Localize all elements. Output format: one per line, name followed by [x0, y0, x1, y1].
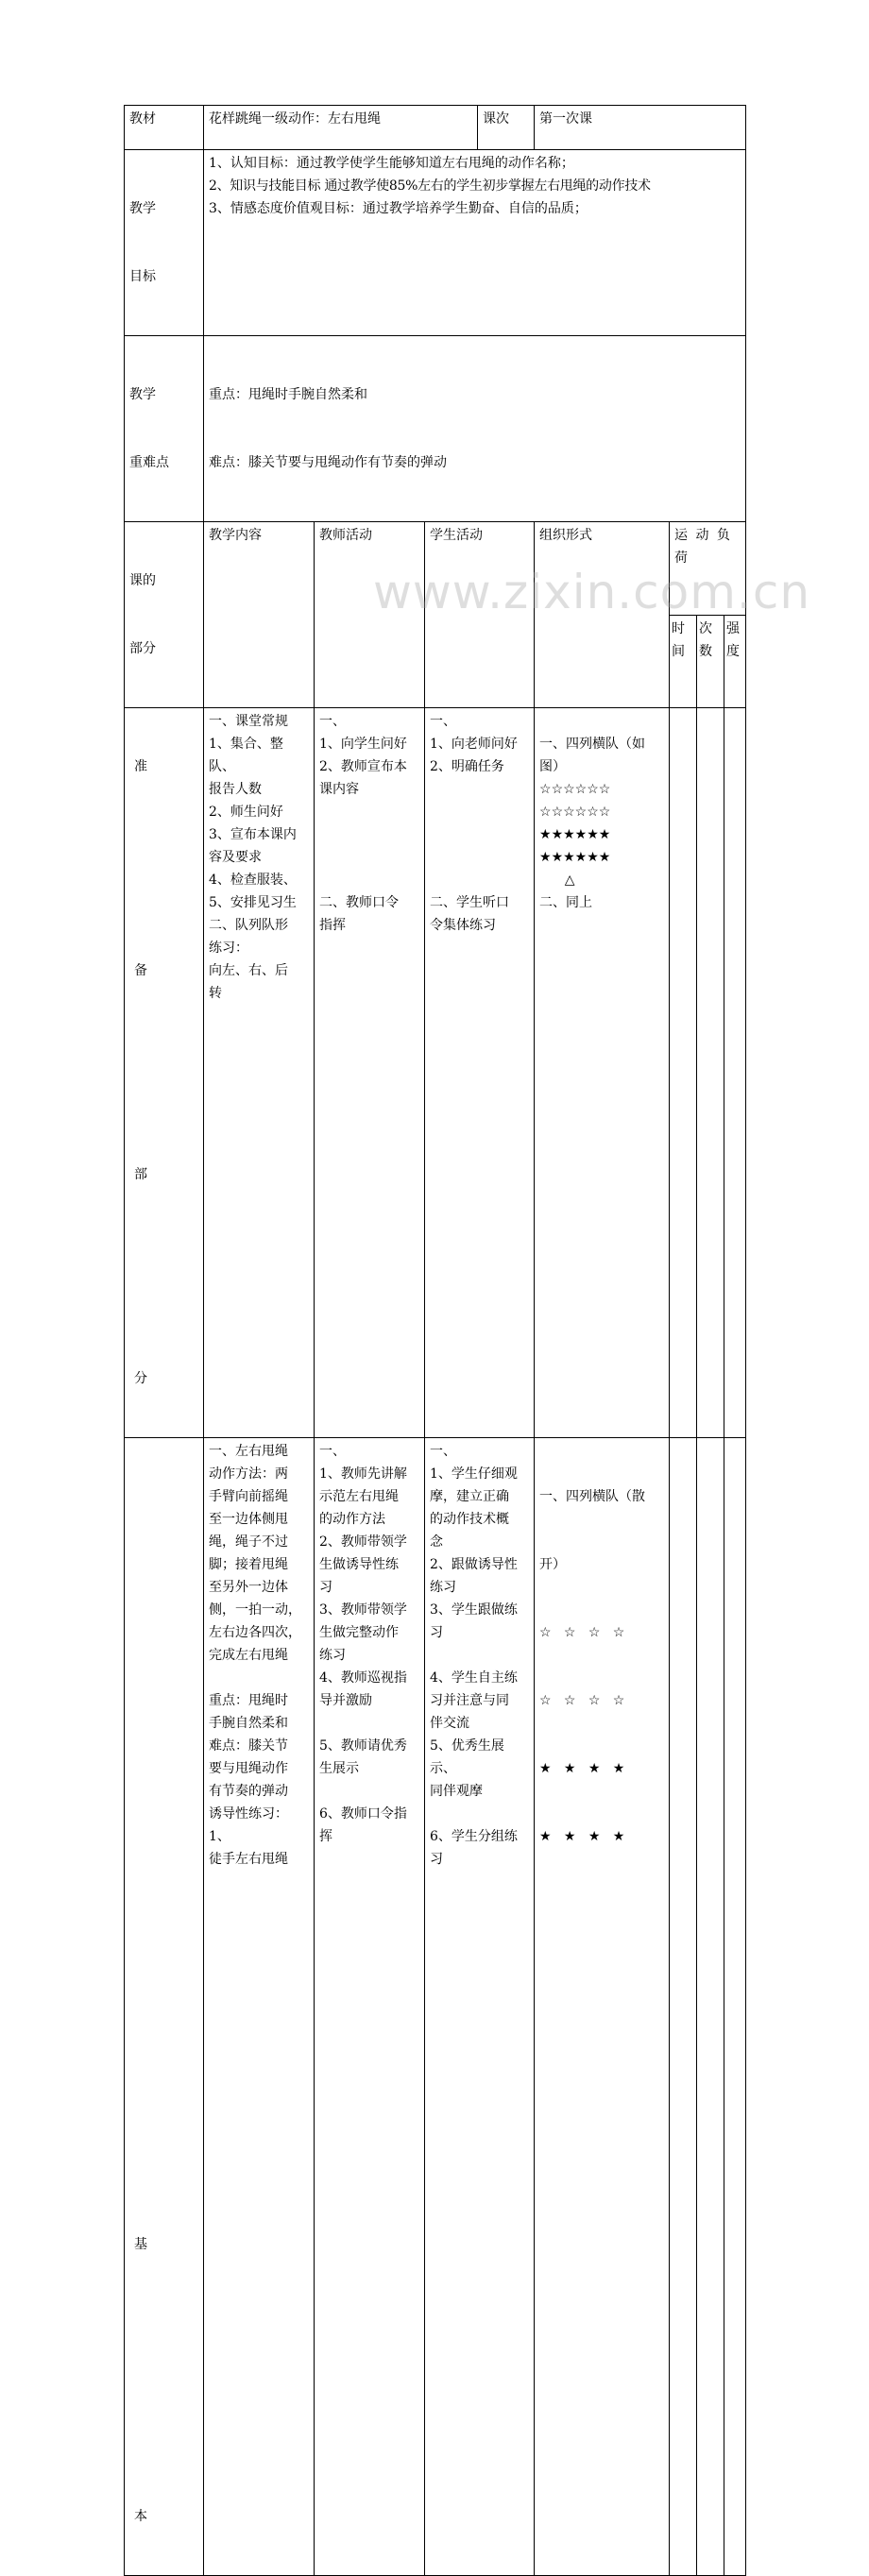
basic-content-line: 绳，绳子不过: [209, 1534, 288, 1550]
basic-content-line: 手腕自然柔和: [209, 1716, 288, 1731]
basic-content-line: 脚；接着甩绳: [209, 1557, 288, 1572]
basic-student-line: 的动作技术概: [430, 1512, 509, 1527]
basic-part-line: 基: [134, 2237, 147, 2252]
basic-teacher-line: 练习: [319, 1648, 346, 1663]
basic-content-line: 要与甩绳动作: [209, 1761, 288, 1776]
prep-student-line: [430, 778, 529, 801]
basic-teacher-line: [319, 1780, 419, 1803]
objectives-label: [125, 150, 204, 336]
basic-time: [670, 1438, 697, 2576]
basic-content-line: 左右边各四次，: [209, 1625, 301, 1640]
basic-organization: [535, 1438, 670, 2576]
prep-part-line: 准: [134, 759, 147, 774]
prep-content-line: 1、集合、整队、: [209, 737, 283, 774]
prep-teacher-line: [319, 869, 419, 891]
basic-teacher-line: 导并激励: [319, 1693, 372, 1708]
prep-part-line: 备: [134, 963, 147, 978]
basic-content-line: 诱导性练习：1、: [209, 1806, 288, 1844]
formation-row: ☆ ☆ ☆ ☆: [539, 1625, 625, 1640]
basic-part-line: [134, 2369, 198, 2392]
prep-teacher: [315, 708, 425, 1438]
basic-content-line: 完成左右甩绳: [209, 1648, 288, 1663]
basic-student-line: 1、学生仔细观: [430, 1466, 518, 1482]
material-label: 教材: [125, 106, 204, 150]
basic-content-line: 徒手左右甩绳: [209, 1852, 288, 1867]
formation-row: ★★★★★★: [539, 850, 611, 865]
basic-student-line: 5、优秀生展示、: [430, 1738, 504, 1776]
prep-content-line: 报告人数: [209, 782, 262, 797]
basic-student-line: 念: [430, 1534, 443, 1550]
objective-line: 2、知识与技能目标 通过教学使85%左右的学生初步掌握左右甩绳的动作技术: [209, 178, 651, 194]
basic-student-line: 4、学生自主练: [430, 1670, 518, 1686]
basic-part-line: [134, 2301, 198, 2324]
prep-student-line: [430, 846, 529, 869]
prep-student-line: 二、学生听口: [430, 895, 509, 910]
key-points-label-line: 教学: [129, 387, 156, 402]
basic-student-line: 习: [430, 1852, 443, 1867]
prep-organization-line: [539, 710, 664, 733]
prep-content-line: 转: [209, 986, 222, 1001]
basic-content-line: 动作方法：两: [209, 1466, 288, 1482]
prep-content: [204, 708, 315, 1438]
prep-student-line: [430, 869, 529, 891]
basic-part-line: [134, 1553, 198, 1576]
prep-teacher-line: 指挥: [319, 918, 346, 933]
col-time-header: 时 间: [670, 615, 697, 708]
key-point-line: 重点：甩绳时手腕自然柔和: [209, 387, 367, 402]
key-point-line: 难点：膝关节要与甩绳动作有节奏的弹动: [209, 455, 447, 470]
basic-part-line: [134, 2165, 198, 2188]
col-part-header: [125, 522, 204, 708]
basic-content-line: 有节奏的弹动: [209, 1784, 288, 1799]
basic-count: [697, 1438, 724, 2576]
basic-part-line: [134, 1485, 198, 1508]
basic-teacher-line: 2、教师带领学: [319, 1534, 407, 1550]
prep-part-line: [134, 1299, 198, 1322]
prep-student-line: 一、: [430, 714, 456, 729]
objectives-content: [204, 150, 746, 336]
prep-count: [697, 708, 724, 1438]
basic-content-line: 难点：膝关节: [209, 1738, 288, 1754]
prep-content-line: 二、队列队形: [209, 918, 288, 933]
prep-part-line: [134, 1095, 198, 1118]
basic-student-line: 同伴观摩: [430, 1784, 483, 1799]
prep-section-row: [125, 708, 746, 1438]
basic-organization-line: 开）: [539, 1557, 567, 1572]
basic-part-line: [134, 1893, 198, 1916]
basic-student-line: 习并注意与同: [430, 1693, 509, 1708]
lesson-label: 课次: [478, 106, 535, 150]
prep-time: [670, 708, 697, 1438]
basic-organization-line: 一、四列横队（散: [539, 1489, 646, 1504]
basic-content-line: 重点：甩绳时: [209, 1693, 288, 1708]
formation-row: ☆☆☆☆☆☆: [539, 782, 611, 797]
prep-part-line: [134, 891, 198, 914]
basic-teacher-line: [319, 1712, 419, 1735]
basic-teacher-line: 4、教师巡视指: [319, 1670, 407, 1686]
basic-teacher-line: 挥: [319, 1829, 332, 1844]
basic-student-line: 一、: [430, 1444, 456, 1459]
key-points-label: [125, 336, 204, 522]
prep-teacher-line: 一、: [319, 714, 346, 729]
prep-teacher-line: 课内容: [319, 782, 359, 797]
prep-student-line: [430, 801, 529, 823]
prep-organization: [535, 708, 670, 1438]
prep-content-line: 一、课堂常规: [209, 714, 288, 729]
prep-content-line: 3、宣布本课内: [209, 827, 297, 842]
lesson-value: 第一次课: [535, 106, 746, 150]
basic-teacher-line: 的动作方法: [319, 1512, 385, 1527]
basic-part-line: [134, 1961, 198, 1984]
prep-teacher-line: 1、向学生问好: [319, 737, 407, 752]
basic-teacher: [315, 1438, 425, 2576]
prep-content-line: 2、师生问好: [209, 805, 283, 820]
basic-part-label: [125, 1438, 204, 2576]
prep-teacher-line: [319, 846, 419, 869]
col-content-header: 教学内容: [204, 522, 315, 708]
lesson-plan-table: [124, 105, 746, 2576]
col-intensity-header: 强 度: [724, 615, 746, 708]
formation-row: ★★★★★★: [539, 827, 611, 842]
basic-content-line: 至另外一边体: [209, 1580, 288, 1595]
col-load-header: 运 动 负 荷: [670, 522, 746, 616]
prep-part-line: 分: [134, 1371, 147, 1386]
col-organization-header: 组织形式: [535, 522, 670, 708]
basic-student-line: 2、跟做诱导性: [430, 1557, 518, 1572]
prep-teacher-line: 二、教师口令: [319, 895, 399, 910]
prep-content-line: 4、检查服装、: [209, 873, 297, 888]
basic-student: [425, 1438, 535, 2576]
formation-row: ★ ★ ★ ★: [539, 1761, 625, 1776]
basic-student-line: 习: [430, 1625, 443, 1640]
watermark: www.zixin.com.cn: [373, 565, 811, 619]
basic-content-line: [209, 1667, 309, 1689]
basic-student-line: [430, 1644, 529, 1667]
basic-content-line: 一、左右甩绳: [209, 1444, 288, 1459]
prep-content-line: 练习：: [209, 941, 248, 956]
basic-student-line: 6、学生分组练: [430, 1829, 518, 1844]
basic-content-line: 至一边体侧甩: [209, 1512, 288, 1527]
prep-teacher-line: 2、教师宣布本: [319, 759, 407, 774]
prep-student-line: 2、明确任务: [430, 759, 504, 774]
basic-teacher-line: 1、教师先讲解: [319, 1466, 407, 1482]
prep-part-line: [134, 823, 198, 846]
col-part-header-line: 课的: [129, 573, 156, 588]
key-points-label-line: 重难点: [129, 455, 169, 470]
col-student-header: 学生活动: [425, 522, 535, 708]
basic-student-line: 摩，建立正确: [430, 1489, 509, 1504]
formation-row: ☆ ☆ ☆ ☆: [539, 1693, 625, 1708]
prep-teacher-line: [319, 823, 419, 846]
basic-intensity: [724, 1438, 746, 2576]
basic-teacher-line: 示范左右甩绳: [319, 1489, 399, 1504]
basic-teacher-line: 6、教师口令指: [319, 1806, 407, 1822]
prep-part-line: 部: [134, 1167, 147, 1182]
basic-section-row: [125, 1438, 746, 2576]
objectives-row: [125, 150, 746, 336]
basic-teacher-line: 生展示: [319, 1761, 359, 1776]
basic-student-line: 3、学生跟做练: [430, 1602, 518, 1618]
prep-student-line: 1、向老师问好: [430, 737, 518, 752]
basic-teacher-line: 5、教师请优秀: [319, 1738, 407, 1754]
objective-line: 1、认知目标：通过教学使学生能够知道左右甩绳的动作名称；: [209, 156, 574, 171]
prep-student: [425, 708, 535, 1438]
formation-row: ★ ★ ★ ★: [539, 1829, 625, 1844]
basic-part-line: [134, 2437, 198, 2460]
basic-teacher-line: 习: [319, 1580, 332, 1595]
col-part-header-line: 部分: [129, 641, 156, 656]
basic-content: [204, 1438, 315, 2576]
col-teacher-header: 教师活动: [315, 522, 425, 708]
basic-teacher-line: 生做诱导性练: [319, 1557, 399, 1572]
basic-part-line: [134, 1621, 198, 1644]
basic-part-line: [134, 2029, 198, 2052]
prep-organization-line: 图）: [539, 759, 567, 774]
basic-student-line: 伴交流: [430, 1716, 469, 1731]
basic-part-line: [134, 1757, 198, 1780]
prep-student-line: [430, 823, 529, 846]
objective-line: 3、情感态度价值观目标：通过教学培养学生勤奋、自信的品质；: [209, 201, 588, 216]
prep-part-line: [134, 1027, 198, 1050]
basic-part-line: 本: [134, 2509, 147, 2524]
formation-row: ☆☆☆☆☆☆: [539, 805, 611, 820]
prep-content-line: 向左、右、后: [209, 963, 288, 978]
basic-part-line: [134, 1825, 198, 1848]
prep-organization-line: 二、同上: [539, 895, 593, 910]
prep-part-label: [125, 708, 204, 1438]
basic-teacher-line: 3、教师带领学: [319, 1602, 407, 1618]
basic-student-line: [430, 1803, 529, 1825]
basic-teacher-line: 一、: [319, 1444, 346, 1459]
basic-part-line: [134, 1689, 198, 1712]
objectives-label-line: 教学: [129, 201, 156, 216]
basic-content-line: 侧，一拍一动，: [209, 1602, 301, 1618]
prep-teacher-line: [319, 801, 419, 823]
objectives-label-line: 目标: [129, 269, 156, 284]
prep-student-line: 令集体练习: [430, 918, 496, 933]
prep-content-line: 容及要求: [209, 850, 262, 865]
col-count-header: 次 数: [697, 615, 724, 708]
key-points-content: [204, 336, 746, 522]
teacher-position-marker: △: [539, 873, 575, 888]
prep-content-line: 5、安排见习生: [209, 895, 297, 910]
key-points-row: [125, 336, 746, 522]
basic-part-line: [134, 2097, 198, 2120]
basic-student-line: 练习: [430, 1580, 456, 1595]
basic-content-line: 手臂向前摇绳: [209, 1489, 288, 1504]
basic-teacher-line: 生做完整动作: [319, 1625, 399, 1640]
prep-organization-line: 一、四列横队（如: [539, 737, 646, 752]
material-row: [125, 106, 746, 150]
prep-intensity: [724, 708, 746, 1438]
material-value: 花样跳绳一级动作：左右甩绳: [204, 106, 478, 150]
prep-part-line: [134, 1231, 198, 1254]
